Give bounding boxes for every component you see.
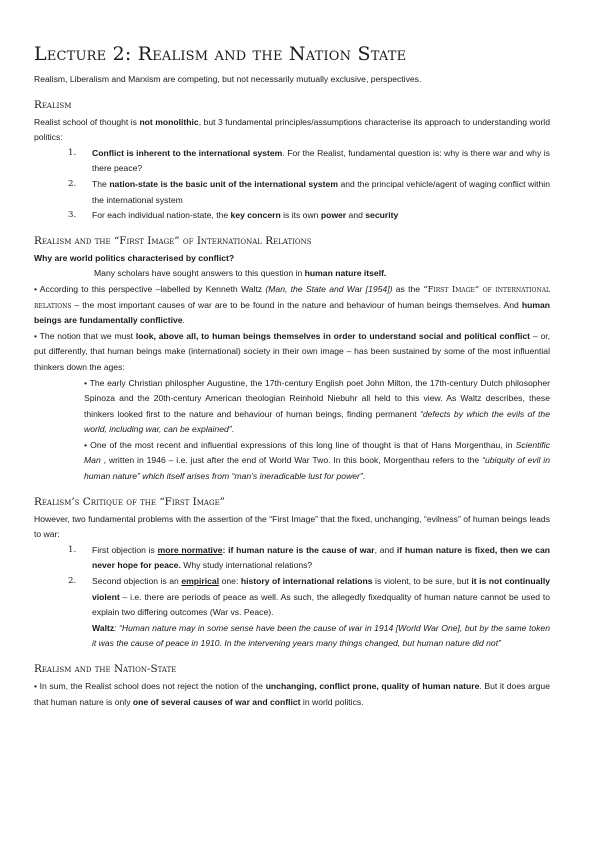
list-item: 3. For each individual nation-state, the key concern is its own power and security [68, 210, 399, 221]
bullet-notion: • The notion that we must look, above all, to human beings themselves in order to understand social and political conflict – or, put differently, that human beings make (international) society in their own image – has been sustained by some of the most influential thinkers down the ages: [34, 330, 551, 372]
list-item: 2. Second objection is an empirical one: history of international relations is violent, to be sure, but it is not continually violent – i.e. there are periods of peace as well. As such, the allegedly fixedquality of human nature cannot be used to explain two differing outcomes (War vs. Peace). Waltz: “Human nature may in some sense have been the cause of war in 1914 [World War One], but by the same token it was the cause of peace in 1910. In the intervening years many things changed, but human nature did not” [68, 576, 550, 649]
objections-list [34, 543, 550, 652]
sub-bullet-augustine: • The early Christian philospher Augustine, the 17th-century English poet John Milton, the 17th-century Dutch philosopher Spinoza and the 20th-century American theologian Reinhold Niebuhr all held to this view. As Waltz describes, these thinkers looked first to the nature and behaviour of human beings, finding permanent “defects by which the evils of the world, including war, can be explained”. [84, 377, 550, 435]
page-title: Lecture 2: Realism and the Nation State [34, 43, 407, 65]
list-item: 1. First objection is more normative: if human nature is the cause of war, and if human nature is fixed, then we can never hope for peace. Why study international relations? [68, 544, 550, 571]
section-heading-nation-state: Realism and the Nation-State [34, 663, 177, 675]
bullet-waltz: • According to this perspective –labelled by Kenneth Waltz (Man, the State and War [1954]) as the “First Image” of international relations – the most important causes of war are to be found in the nature and behaviour of human beings themselves. And human beings are fundamentally conflictive. [34, 283, 551, 326]
intro-paragraph: Realism, Liberalism and Marxism are competing, but not necessarily mutually exclusive, perspectives. [34, 74, 422, 84]
nation-state-paragraph: • In sum, the Realist school does not reject the notion of the unchanging, conflict prone, quality of human nature. But it does argue that human nature is only one of several causes of war and conflict in world politics. [34, 681, 550, 707]
sub-bullet-morgenthau: • One of the most recent and influential expressions of this long line of thought is that of Hans Morgenthau, in Scientific Man , written in 1946 – i.e. just after the end of World War Two. In this book, Morgenthau refers to the “ubiquity of evil in human nature” which itself arises from “man’s ineradicable lust for power”. [84, 439, 550, 482]
question-line: Why are world politics characterised by conflict? [34, 252, 235, 263]
list-item: 1. Conflict is inherent to the international system. For the Realist, fundamental question is: why is there war and why is there peace? [68, 147, 550, 174]
principles-list [34, 146, 550, 224]
realism-paragraph: Realist school of thought is not monolithic, but 3 fundamental principles/assumptions characterise its approach to understanding world politics: [34, 116, 550, 143]
section-heading-realism: Realism [34, 98, 72, 111]
section-heading-first-image: Realism and the “First Image” of International Relations [34, 234, 312, 247]
scholars-line: Many scholars have sought answers to this question in human nature itself. [94, 268, 387, 279]
section-heading-critique: Realism’s Critique of the “First Image” [34, 495, 225, 508]
critique-paragraph: However, two fundamental problems with the assertion of the “First Image” that the fixed, unchanging, “evilness” of human beings leads to war: [34, 513, 550, 540]
list-item: 2. The nation-state is the basic unit of the international system and the principal vehicle/agent of waging conflict within the international system [68, 178, 550, 205]
